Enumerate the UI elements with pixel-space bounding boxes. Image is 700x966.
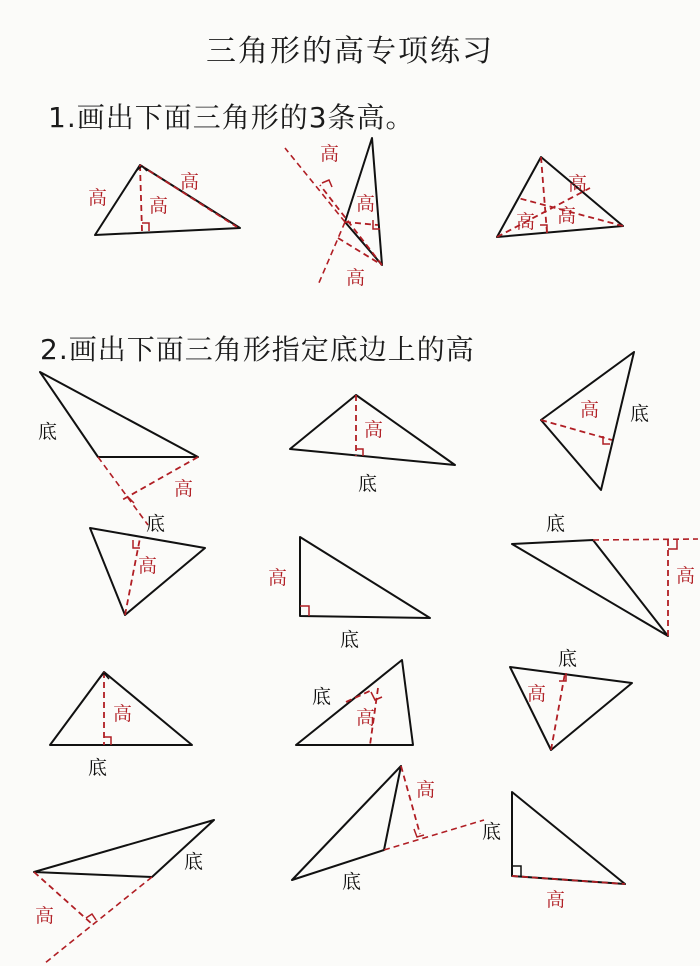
q1-triangle-3 xyxy=(497,157,623,237)
q2-triangle-12 xyxy=(482,792,625,911)
height-label: 高 xyxy=(149,195,169,217)
height-label: 高 xyxy=(356,707,376,729)
height-label: 高 xyxy=(546,889,566,911)
base-label: 底 xyxy=(38,421,58,443)
q2-triangle-6 xyxy=(512,513,698,636)
base-label: 底 xyxy=(146,513,166,535)
height-label: 高 xyxy=(416,779,436,801)
base-label: 底 xyxy=(546,513,566,535)
q2-triangle-5 xyxy=(268,537,430,651)
height-label: 高 xyxy=(138,555,158,577)
height-label: 高 xyxy=(35,905,55,927)
q1-triangle-2 xyxy=(285,138,382,289)
height-label: 高 xyxy=(580,399,600,421)
q2-triangle-7 xyxy=(50,672,192,779)
height-label: 高 xyxy=(268,567,288,589)
height-label: 高 xyxy=(568,173,588,195)
page-title: 三角形的高专项练习 xyxy=(206,34,494,69)
height-label: 高 xyxy=(516,211,536,233)
height-label: 高 xyxy=(557,205,577,227)
q2-triangle-2 xyxy=(290,395,455,495)
height-label: 高 xyxy=(113,703,133,725)
base-label: 底 xyxy=(482,821,502,843)
base-label: 底 xyxy=(630,403,650,425)
q2-triangle-11 xyxy=(292,766,484,893)
base-label: 底 xyxy=(88,757,108,779)
base-label: 底 xyxy=(358,473,378,495)
height-label: 高 xyxy=(356,193,376,215)
q2-triangle-1 xyxy=(38,372,198,535)
base-label: 底 xyxy=(312,686,332,708)
question-2: 2.画出下面三角形指定底边上的高 xyxy=(40,333,475,366)
height-label: 高 xyxy=(174,478,194,500)
q2-triangle-9 xyxy=(510,648,632,750)
height-label: 高 xyxy=(180,171,200,193)
q2-triangle-3 xyxy=(541,352,649,490)
base-label: 底 xyxy=(342,871,362,893)
height-label: 高 xyxy=(527,683,547,705)
height-label: 高 xyxy=(320,143,340,165)
height-label: 高 xyxy=(676,565,696,587)
q2-triangle-10 xyxy=(34,820,214,963)
q1-triangle-1 xyxy=(88,165,240,235)
base-label: 底 xyxy=(340,629,360,651)
q2-triangle-4 xyxy=(90,528,205,615)
base-label: 底 xyxy=(558,648,578,670)
base-label: 底 xyxy=(184,851,204,873)
height-label: 高 xyxy=(346,267,366,289)
q2-triangle-8 xyxy=(296,660,413,745)
height-label: 高 xyxy=(364,419,384,441)
question-1: 1.画出下面三角形的3条高。 xyxy=(48,101,415,134)
height-label: 高 xyxy=(88,187,108,209)
